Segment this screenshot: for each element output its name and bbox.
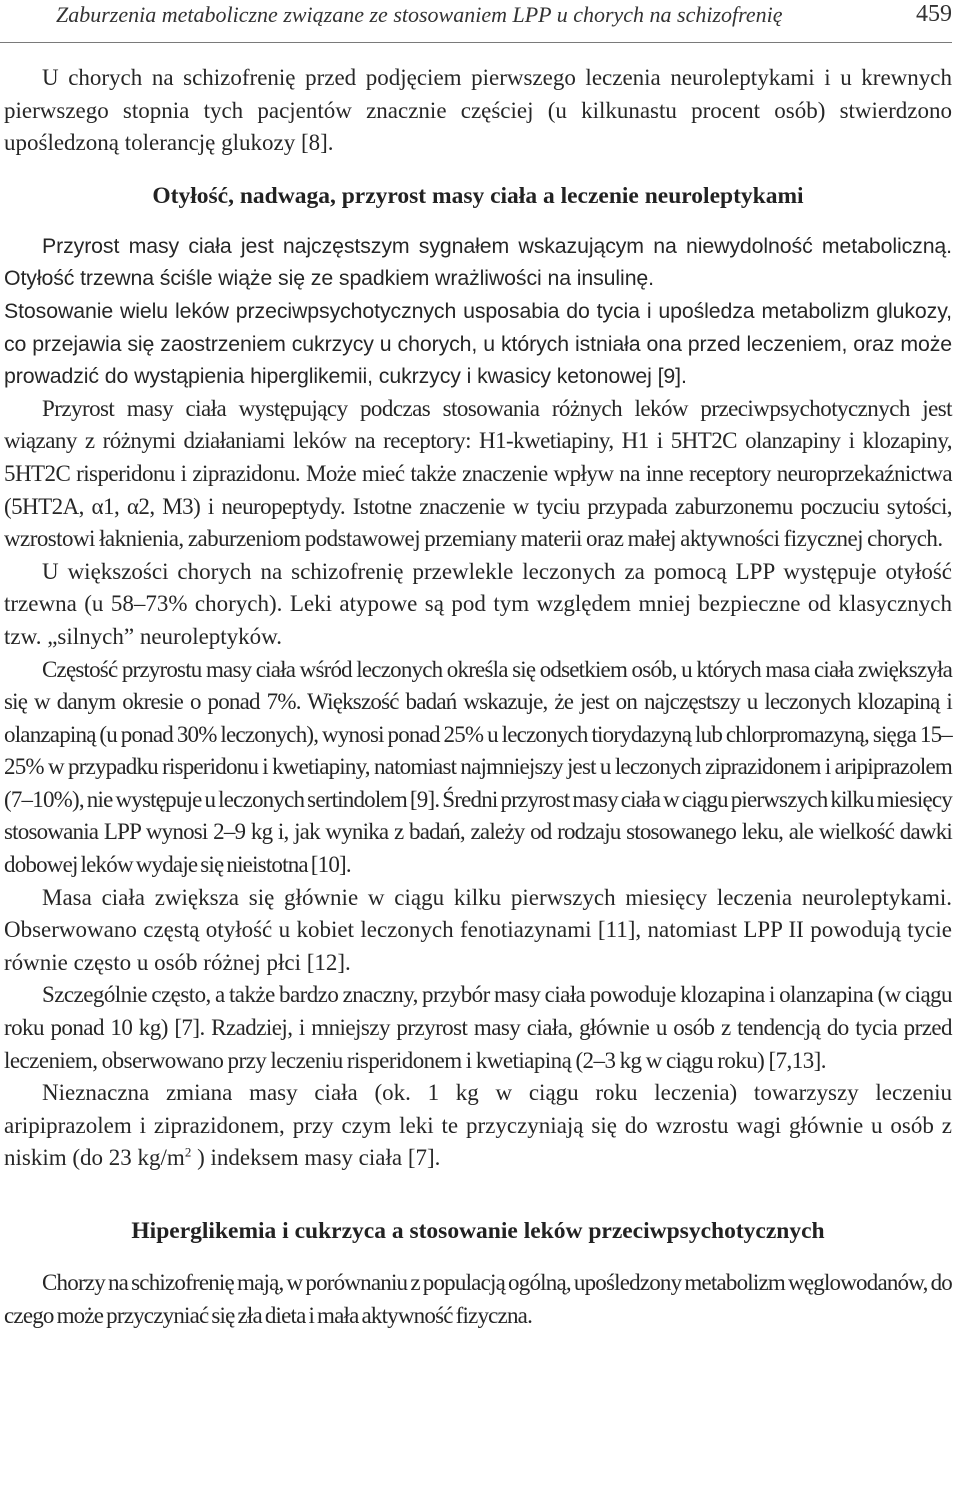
paragraph-antipsychotics-metabolism: Stosowanie wielu leków przeciwpsychotycznych usposabia do tycia i upośledza metabolizm glukozy, co przejawia się zaostrzeniem cukrzycy u chorych, u których istniała ona przed leczeniem, oraz może prowadzić do wystąpienia hiperglikemii, cukrzycy i kwasicy ketonowej [9]. xyxy=(4,298,952,389)
bmi-text-start: Nieznaczna zmiana masy ciała (ok. 1 kg w ciągu roku leczenia) towarzyszy leczeniu aripiprazolem i ziprazidonem, przy czym leki te przyczyniają się do wzrostu wagi głównie u osób z niskim (do 23 kg/m xyxy=(4,1080,952,1171)
intro-paragraph: U chorych na schizofrenię przed podjęciem pierwszego leczenia neuroleptykami i u krewnych pierwszego stopnia tych pacjentów znacznie częściej (u kilkunastu procent osób) stwierdzono upośledzoną tolerancję glukozy [8]. xyxy=(4,65,952,156)
paragraph-weight-gain-frequency: Częstość przyrostu masy ciała wśród leczonych określa się odsetkiem osób, u których masa ciała zwiększyła się w danym okresie o ponad 7%. Większość badań wskazuje, że jest on najczęstszy u leczonych klozapiną i olanzapiną (u ponad 30% leczonych), wynosi ponad 25% u leczonych tiorydazyną lub chlorpromazyną, sięga 15–25% w przypadku risperidonu i kwetiapiny, natomiast najmniejszy jest u leczonych ziprazidonem i aripiprazolem (7–10%), nie występuje u leczonych sertindolem [9]. Średni przyrost masy ciała w ciągu pierwszych kilku miesięcy stosowania LPP wynosi 2–9 kg i, jak wynika z badań, zależy od rodzaju stosowanego leku, ale wielkość dawki dobowej leków wydaje się nieistotna [10]. xyxy=(4,656,952,878)
paragraph-weight-gain-signal: Przyrost masy ciała jest najczęstszym sygnałem wskazującym na niewydolność metaboliczną. Otyłość trzewna ściśle wiąże się ze spadkiem wrażliwości na insulinę. xyxy=(4,233,952,291)
paragraph-clozapine-olanzapine: Szczególnie często, a także bardzo znaczny, przybór masy ciała powoduje klozapina i olanzapina (w ciągu roku ponad 10 kg) [7]. Rzadziej, i mniejszy przyrost masy ciała, głównie u osób z tendencją do tycia przed leczeniem, obserwowano przy leczeniu risperidonem i kwetiapiną (2–3 kg w ciągu roku) [7,13]. xyxy=(4,982,952,1073)
running-header-title: Zaburzenia metaboliczne związane ze stosowaniem LPP u chorych na schizofrenię xyxy=(56,2,783,27)
paragraph-visceral-obesity: U większości chorych na schizofrenię przewlekle leczonych za pomocą LPP występuje otyłość trzewna (u 58–73% chorych). Leki atypowe są pod tym względem mniej bezpieczne od klasycznych tzw. „silnych” neuroleptyków. xyxy=(4,558,952,649)
section-heading-obesity: Otyłość, nadwaga, przyrost masy ciała a leczenie neuroleptykami xyxy=(152,182,804,209)
paragraph-minor-weight-change xyxy=(4,1077,952,1175)
running-header xyxy=(0,0,952,43)
article-body xyxy=(4,62,952,1332)
page-number: 459 xyxy=(916,1,952,27)
paragraph-carbohydrate-metabolism: Chorzy na schizofrenię mają, w porównaniu z populacją ogólną, upośledzony metabolizm węglowodanów, do czego może przyczyniać się zła dieta i mała aktywność fizyczna. xyxy=(4,1270,952,1328)
paragraph-first-months: Masa ciała zwiększa się głównie w ciągu kilku pierwszych miesięcy leczenia neuroleptykami. Obserwowano częstą otyłość u kobiet leczonych fenotiazynami [11], natomiast LPP II powodują tycie równie często u osób różnej płci [12]. xyxy=(4,884,952,975)
section-heading-hyperglycemia: Hiperglikemia i cukrzyca a stosowanie leków przeciwpsychotycznych xyxy=(131,1218,825,1244)
paragraph-receptor-mechanisms: Przyrost masy ciała występujący podczas stosowania różnych leków przeciwpsychotycznych jest wiązany z różnymi działaniami leków na receptory: H1-kwetiapiny, H1 i 5HT2C olanzapiny i klozapiny, 5HT2C risperidonu i ziprazidonu. Może mieć także znaczenie wpływ na inne receptory neuroprzekaźnictwa (5HT2A, α1, α2, M3) i neuropeptydy. Istotne znaczenie w tyciu przypada zaburzonemu poczuciu sytości, wzrostowi łaknienia, zaburzeniom podstawowej przemiany materii oraz małej aktywności fizycznej chorych. xyxy=(4,395,952,552)
bmi-text-end: ) indeksem masy ciała [7]. xyxy=(191,1145,441,1171)
superscript-two: 2 xyxy=(184,1144,192,1160)
